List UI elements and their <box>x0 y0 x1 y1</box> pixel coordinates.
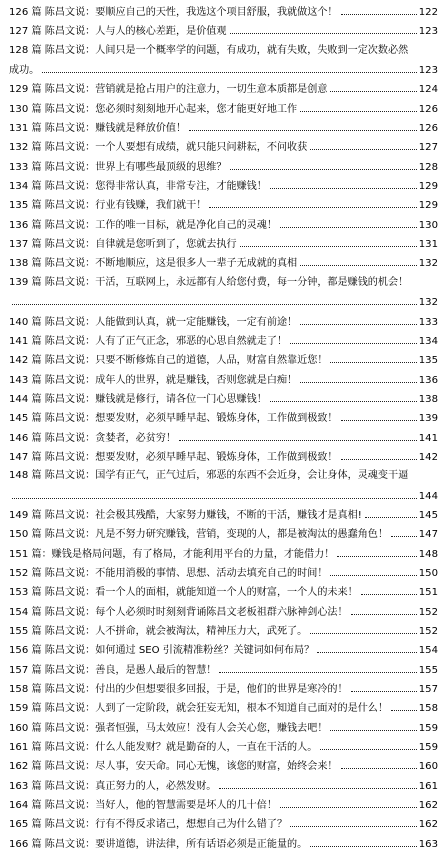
toc-entry-label: 篇 陈昌文说：真正努力的人，必然发财。 <box>31 780 217 792</box>
toc-entry-title <box>9 757 338 775</box>
toc-entry-label: 篇 陈昌文说：人间只是一个概率学的问题，有成功，就有失败，失败到一定次数必然 <box>31 44 409 56</box>
toc-entry[interactable] <box>9 370 438 389</box>
toc-entry[interactable] <box>9 79 438 98</box>
toc-line <box>9 331 438 350</box>
toc-entry-title <box>9 138 307 156</box>
toc-entry-title <box>9 525 388 543</box>
page-number: 145 <box>418 509 438 521</box>
toc-entry-number: 137 <box>9 239 29 251</box>
toc-entry-label: 篇 陈昌文说：人能做到认真，就一定能赚钱，一定有前途！ <box>31 316 298 328</box>
toc-entry-label: 篇 陈昌文说：要讲道德，讲法律，所有话语必须是正能量的。 <box>31 838 308 850</box>
toc-entry[interactable] <box>9 718 438 737</box>
toc-entry[interactable] <box>9 563 438 582</box>
toc-entry[interactable] <box>9 273 438 312</box>
toc-entry-title <box>9 80 327 98</box>
toc-line <box>9 466 438 485</box>
toc-line <box>9 563 438 582</box>
toc-entry-title <box>9 641 314 659</box>
toc-entry-number: 127 <box>9 26 29 38</box>
dot-leader <box>209 195 416 208</box>
toc-entry-title <box>9 661 216 679</box>
toc-line <box>9 718 438 737</box>
toc-entry-title <box>9 177 267 195</box>
page-number: 130 <box>418 219 438 231</box>
toc-entry-title <box>9 351 327 369</box>
toc-line <box>9 698 438 717</box>
toc-entry-number: 154 <box>9 606 29 618</box>
page-number: 136 <box>418 374 438 386</box>
toc-entry[interactable] <box>9 389 438 408</box>
toc-line <box>9 79 438 98</box>
toc-entry-number: 158 <box>9 684 29 696</box>
toc-entry[interactable] <box>9 834 438 853</box>
toc-entry-label: 篇 陈昌文说：成年人的世界，就是赚钱，否则您就是白痴！ <box>31 374 298 386</box>
toc-entry-label: 篇 陈昌文说：什么人能发财？就是勤奋的人，一直在干活的人。 <box>31 742 318 754</box>
toc-entry-title <box>9 158 227 176</box>
dot-leader <box>300 253 417 266</box>
toc-entry-number: 144 <box>9 393 29 405</box>
page-number: 126 <box>418 103 438 115</box>
toc-entry-number: 162 <box>9 761 29 773</box>
toc-entry-label: 篇 陈昌文说：赚钱就是释放价值！ <box>31 123 187 135</box>
dot-leader <box>391 698 417 711</box>
toc-entry-label: 篇 陈昌文说：不能用消极的事情、思想、活动去填充自己的时间！ <box>31 567 328 579</box>
page-number: 142 <box>418 451 438 463</box>
toc-entry-number: 141 <box>9 335 29 347</box>
dot-leader <box>12 292 417 305</box>
toc-entry[interactable] <box>9 524 438 543</box>
toc-line <box>9 524 438 543</box>
dot-leader <box>330 563 416 576</box>
page-number: 162 <box>418 819 438 831</box>
toc-entry-number: 151 <box>9 548 29 560</box>
toc-entry-number: 138 <box>9 258 29 270</box>
toc-line <box>9 273 438 292</box>
toc-line <box>9 814 438 833</box>
toc-line <box>9 389 438 408</box>
page-number: 127 <box>418 142 438 154</box>
toc-entry-label: 篇 陈昌文说：人与人的核心差距，是价值观 <box>31 26 227 38</box>
toc-line <box>9 234 438 253</box>
dot-leader <box>351 602 417 615</box>
toc-entry-number: 143 <box>9 374 29 386</box>
dot-leader <box>290 814 417 827</box>
toc-entry-title <box>9 796 277 814</box>
toc-line <box>9 776 438 795</box>
toc-entry[interactable] <box>9 795 438 814</box>
dot-leader <box>12 486 417 499</box>
toc-entry-number: 152 <box>9 567 29 579</box>
toc-entry-number: 146 <box>9 432 29 444</box>
page-number: 138 <box>418 393 438 405</box>
toc-entry-title <box>9 429 176 447</box>
page-number: 152 <box>418 626 438 637</box>
dot-leader <box>341 2 417 15</box>
toc-entry[interactable] <box>9 408 438 427</box>
toc-entry-label: 篇 陈昌文说：国学有正气，正气过后，邪恶的东西不会近身，会让身体，灵魂变干逼 <box>31 470 409 482</box>
toc-entry[interactable] <box>9 234 438 253</box>
toc-entry-title <box>9 22 227 40</box>
page-number: 159 <box>418 722 438 734</box>
toc-entry-title <box>9 216 277 234</box>
toc-entry-label: 篇 陈昌文说：人到了一定阶段，就会狂妄无知，根本不知道自己面对的是什么！ <box>31 703 388 715</box>
toc-line <box>9 312 438 331</box>
toc-entry-label: 篇 陈昌文说：付出的少但想要很多回报，于是，他们的世界是寒冷的！ <box>31 684 348 696</box>
page-number: 128 <box>418 161 438 173</box>
toc-entry-number: 149 <box>9 509 29 521</box>
toc-entry-number: 155 <box>9 626 29 637</box>
toc-entry-number: 145 <box>9 413 29 425</box>
toc-entry-number: 164 <box>9 800 29 812</box>
page-number: 129 <box>418 200 438 212</box>
toc-entry[interactable] <box>9 331 438 350</box>
toc-entry-label: 篇 陈昌文说：看一个人的面相，就能知道一个人的财富，一个人的未来！ <box>31 587 358 599</box>
dot-leader <box>219 660 416 673</box>
toc-entry-number: 142 <box>9 355 29 367</box>
page-number: 154 <box>418 645 438 657</box>
toc-entry-title <box>9 545 334 563</box>
toc-entry-number: 136 <box>9 219 29 231</box>
dot-leader <box>270 176 417 189</box>
toc-entry-title <box>9 835 307 853</box>
toc-line <box>9 41 438 60</box>
dot-leader <box>240 234 417 247</box>
toc-entry-title <box>9 390 267 408</box>
toc-entry-label: 篇 陈昌文说：尽人事，安天命。同心无愧，该您的财富，始终会来！ <box>31 761 338 773</box>
toc-entry-title <box>9 119 186 137</box>
page-number: 141 <box>418 432 438 444</box>
dot-leader <box>280 215 417 228</box>
page-number: 150 <box>418 567 438 579</box>
toc-entry-title <box>9 583 358 601</box>
dot-leader <box>341 756 417 769</box>
toc-entry-title <box>9 332 287 350</box>
toc-line <box>9 544 438 563</box>
page-number: 160 <box>418 761 438 773</box>
toc-entry-label: 篇 陈昌文说：社会极其残酷，大家努力赚钱，不断的干活，赚钱才是真相! <box>31 509 362 521</box>
toc-line <box>9 137 438 156</box>
page-number: 147 <box>418 529 438 541</box>
toc-entry-number: 159 <box>9 703 29 715</box>
toc-line <box>9 60 438 79</box>
dot-leader <box>219 776 416 789</box>
toc-entry-number: 150 <box>9 529 29 541</box>
dot-leader <box>341 447 417 460</box>
toc-line <box>9 505 438 524</box>
toc-entry-number: 135 <box>9 200 29 212</box>
toc-line <box>9 2 438 21</box>
dot-leader <box>330 350 416 363</box>
page-number: 148 <box>418 548 438 560</box>
page-number: 134 <box>418 335 438 347</box>
toc-entry-number: 131 <box>9 123 29 135</box>
toc-entry-label: 篇 陈昌文说：您必须时刻刻地开心起来，您才能更好地工作 <box>31 103 298 115</box>
toc-entry-label: 篇 陈昌文说：人有了正气正念，邪恶的心思自然就走了！ <box>31 335 288 347</box>
page-number: 159 <box>418 742 438 754</box>
toc-entry-number: 133 <box>9 161 29 173</box>
toc-line <box>9 215 438 234</box>
toc-entry-number: 156 <box>9 645 29 657</box>
toc-entry-label: 篇 陈昌文说：当好人，他的智慧需要是坏人的几十倍！ <box>31 800 277 812</box>
dot-leader <box>341 408 417 421</box>
toc-entry-title <box>9 815 287 833</box>
dot-leader <box>351 679 417 692</box>
dot-leader <box>189 118 417 131</box>
toc-line <box>9 118 438 137</box>
toc-entry-number: 163 <box>9 780 29 792</box>
page-number: 155 <box>418 664 438 676</box>
toc-entry[interactable] <box>9 466 438 505</box>
page-number: 135 <box>418 355 438 367</box>
toc-entry-number: 139 <box>9 276 29 288</box>
page-number: 161 <box>418 780 438 792</box>
toc-entry[interactable] <box>9 312 438 331</box>
toc-line <box>9 253 438 272</box>
toc-entry-label: 篇 陈昌文说：每个人必须时时刻刻背诵陈昌文老板祖群六脉神剑心法！ <box>31 606 348 618</box>
toc-entry-number: 128 <box>9 44 29 56</box>
toc-entry-number: 148 <box>9 470 29 482</box>
toc-line <box>9 447 438 466</box>
toc-entry-title <box>9 777 216 795</box>
toc-entry-label: 成功。 <box>9 65 40 77</box>
toc-entry[interactable] <box>9 2 438 21</box>
dot-leader <box>337 544 416 557</box>
toc-entry[interactable] <box>9 215 438 234</box>
page-number: 157 <box>418 684 438 696</box>
dot-leader <box>361 582 417 595</box>
page-number: 139 <box>418 413 438 425</box>
page-number: 131 <box>418 239 438 251</box>
toc-entry[interactable] <box>9 756 438 775</box>
toc-entry[interactable] <box>9 505 438 524</box>
toc-entry-label: 篇 陈昌文说：营销就是抢占用户的注意力，一切生意本质都是创意 <box>31 84 328 96</box>
toc-line <box>9 428 438 447</box>
dot-leader <box>179 428 417 441</box>
dot-leader <box>300 99 417 112</box>
toc-line <box>9 350 438 369</box>
toc-line <box>9 660 438 679</box>
page-number: 151 <box>418 587 438 599</box>
toc-entry-label: 篇 陈昌文说：自律就是您听到了，您就去执行 <box>31 239 237 251</box>
dot-leader <box>310 137 416 150</box>
toc-entry-label: 篇 陈昌文说：行业有钱赚，我们就干！ <box>31 200 207 212</box>
toc-entry-label: 篇 陈昌文说：想要发财，必须早睡早起、锻炼身体，工作做到极致！ <box>31 451 338 463</box>
dot-leader <box>365 505 417 518</box>
toc-entry-number: 166 <box>9 838 29 850</box>
toc-entry-title <box>9 680 348 698</box>
toc-entry[interactable] <box>9 41 438 80</box>
toc-entry-label: 篇 陈昌文说：世界上有哪些最顶级的思维？ <box>31 161 227 173</box>
toc-line <box>9 292 438 311</box>
toc-entry-title <box>9 738 317 756</box>
dot-leader <box>300 370 417 383</box>
toc-entry-title <box>9 506 362 524</box>
toc-entry-label: 篇 陈昌文说：干活，互联网上，永远都有人给您付费，每一分钟，都是赚钱的机会！ <box>31 276 409 288</box>
toc-line <box>9 834 438 853</box>
toc-line <box>9 99 438 118</box>
dot-leader <box>280 795 417 808</box>
toc-entry-label: 篇 陈昌文说：不断地顺应，这是很多人一辈子无成就的真相 <box>31 258 298 270</box>
toc-entry-number: 153 <box>9 587 29 599</box>
toc-entry-title <box>9 3 338 21</box>
toc-entry[interactable] <box>9 737 438 756</box>
toc-entry[interactable] <box>9 814 438 833</box>
toc-entry-label: 篇 陈昌文说：您得非常认真，非常专注，才能赚钱！ <box>31 181 267 193</box>
toc-line <box>9 370 438 389</box>
toc-entry[interactable] <box>9 176 438 195</box>
page-number: 123 <box>418 65 438 77</box>
toc-entry-title <box>9 235 237 253</box>
page-number: 132 <box>418 258 438 270</box>
toc-entry[interactable] <box>9 544 438 563</box>
dot-leader <box>290 331 417 344</box>
toc-line <box>9 486 438 505</box>
dot-leader <box>270 389 417 402</box>
toc-entry-title <box>9 61 39 79</box>
toc-line <box>9 621 438 640</box>
toc-entry-number: 140 <box>9 316 29 328</box>
toc-entry-number: 130 <box>9 103 29 115</box>
toc-line <box>9 795 438 814</box>
page-number: 152 <box>418 606 438 618</box>
page-number: 133 <box>418 316 438 328</box>
toc-entry-label: 篇 陈昌文说：赚钱就是修行，请各位一门心思赚钱！ <box>31 393 267 405</box>
toc-entry-title <box>9 622 307 640</box>
toc-entry[interactable] <box>9 99 438 118</box>
dot-leader <box>330 79 416 92</box>
dot-leader <box>330 718 416 731</box>
toc-line <box>9 157 438 176</box>
toc-line <box>9 737 438 756</box>
toc-entry-label: 篇 陈昌文说：如何通过 SEO 引流精准粉丝？关键词如何布局？ <box>31 645 315 657</box>
toc-entry-label: 篇 陈昌文说：要顺应自己的天性，我选这个项目舒服，我就做这个！ <box>31 7 338 18</box>
page-number: 126 <box>418 123 438 135</box>
dot-leader <box>391 524 417 537</box>
toc-entry[interactable] <box>9 118 438 137</box>
toc-entry[interactable] <box>9 621 438 640</box>
toc-entry-number: 132 <box>9 142 29 154</box>
toc-entry-label: 篇 陈昌文说：人不拼命，就会被淘汰，精神压力大，武死了。 <box>31 626 308 637</box>
toc-line <box>9 756 438 775</box>
toc-entry-label: 篇 陈昌文说：善良，是愚人最后的智慧！ <box>31 664 217 676</box>
toc-line <box>9 408 438 427</box>
toc-entry[interactable] <box>9 582 438 601</box>
toc-entry-title <box>9 313 297 331</box>
toc-entry-title <box>9 371 297 389</box>
dot-leader <box>310 834 416 847</box>
dot-leader <box>320 737 416 750</box>
toc-line <box>9 640 438 659</box>
dot-leader <box>300 312 417 325</box>
toc-line <box>9 176 438 195</box>
toc-entry-label: 篇 陈昌文说：工作的唯一目标，就是净化自己的灵魂！ <box>31 219 277 231</box>
dot-leader <box>230 21 417 34</box>
toc-entry-title <box>9 41 408 60</box>
toc-entry[interactable] <box>9 253 438 272</box>
toc-entry[interactable] <box>9 447 438 466</box>
toc-entry-title <box>9 100 297 118</box>
toc-entry[interactable] <box>9 660 438 679</box>
toc-entry-number: 134 <box>9 181 29 193</box>
dot-leader <box>317 640 417 653</box>
page-number: 124 <box>418 84 438 96</box>
toc-line <box>9 195 438 214</box>
toc-entry-number: 160 <box>9 722 29 734</box>
toc-entry-title <box>9 719 327 737</box>
toc-entry-title <box>9 409 338 427</box>
dot-leader <box>230 157 417 170</box>
toc-entry[interactable] <box>9 679 438 698</box>
toc-line <box>9 602 438 621</box>
toc-entry-number: 157 <box>9 664 29 676</box>
toc-entry-title <box>9 273 408 292</box>
toc-entry-number: 165 <box>9 819 29 831</box>
toc-entry[interactable] <box>9 428 438 447</box>
page-number: 123 <box>418 26 438 38</box>
toc-entry[interactable] <box>9 137 438 156</box>
toc-entry-title <box>9 254 297 272</box>
toc-entry-label: 篇 陈昌文说：只要不断修炼自己的道德，人品，财富自然靠近您！ <box>31 355 328 367</box>
dot-leader <box>42 60 416 73</box>
toc-entry-label: 篇 陈昌文说：强者恒强，马太效应！没有人会关心您，赚钱去吧！ <box>31 722 328 734</box>
dot-leader <box>310 621 416 634</box>
toc-entry[interactable] <box>9 21 438 40</box>
toc-entry-number: 147 <box>9 451 29 463</box>
toc-entry-title <box>9 196 206 214</box>
toc-entry-label: 篇 陈昌文说：凡是不努力研究赚钱，营销，变现的人，都是被淘汰的愚蠢角色！ <box>31 529 388 541</box>
toc-line <box>9 582 438 601</box>
page-number: 122 <box>418 7 438 18</box>
page-number: 129 <box>418 181 438 193</box>
toc-entry-title <box>9 564 327 582</box>
toc-entry-label: 篇：赚钱是格局问题，有了格局，才能利用平台的力量，才能借力！ <box>31 548 335 560</box>
toc-entry-number: 161 <box>9 742 29 754</box>
toc-entry[interactable] <box>9 640 438 659</box>
page-number: 144 <box>418 490 438 502</box>
page-number: 132 <box>418 297 438 309</box>
toc-entry-label: 篇 陈昌文说：想要发财，必须早睡早起、锻炼身体，工作做到极致！ <box>31 413 338 425</box>
toc-entry[interactable] <box>9 157 438 176</box>
toc-entry-title <box>9 466 408 485</box>
toc-entry-label: 篇 陈昌文说：一个人要想有成绩，就只能只问耕耘，不问收获 <box>31 142 308 154</box>
page-number: 158 <box>418 703 438 715</box>
toc-entry-label: 篇 陈昌文说：行有不得反求诸己，想想自己为什么错了？ <box>31 819 288 831</box>
toc-entry[interactable] <box>9 698 438 717</box>
toc-entry[interactable] <box>9 195 438 214</box>
page-number: 162 <box>418 800 438 812</box>
toc-entry[interactable] <box>9 350 438 369</box>
page-number: 163 <box>418 838 438 850</box>
toc-line <box>9 679 438 698</box>
toc-entry[interactable] <box>9 602 438 621</box>
toc-entry-title <box>9 603 348 621</box>
toc-entry-title <box>9 448 338 466</box>
toc-entry[interactable] <box>9 776 438 795</box>
toc-line <box>9 21 438 40</box>
toc-entry-label: 篇 陈昌文说：贪婪者，必贫穷！ <box>31 432 177 444</box>
toc-entry-number: 126 <box>9 7 29 18</box>
toc-entry-number: 129 <box>9 84 29 96</box>
